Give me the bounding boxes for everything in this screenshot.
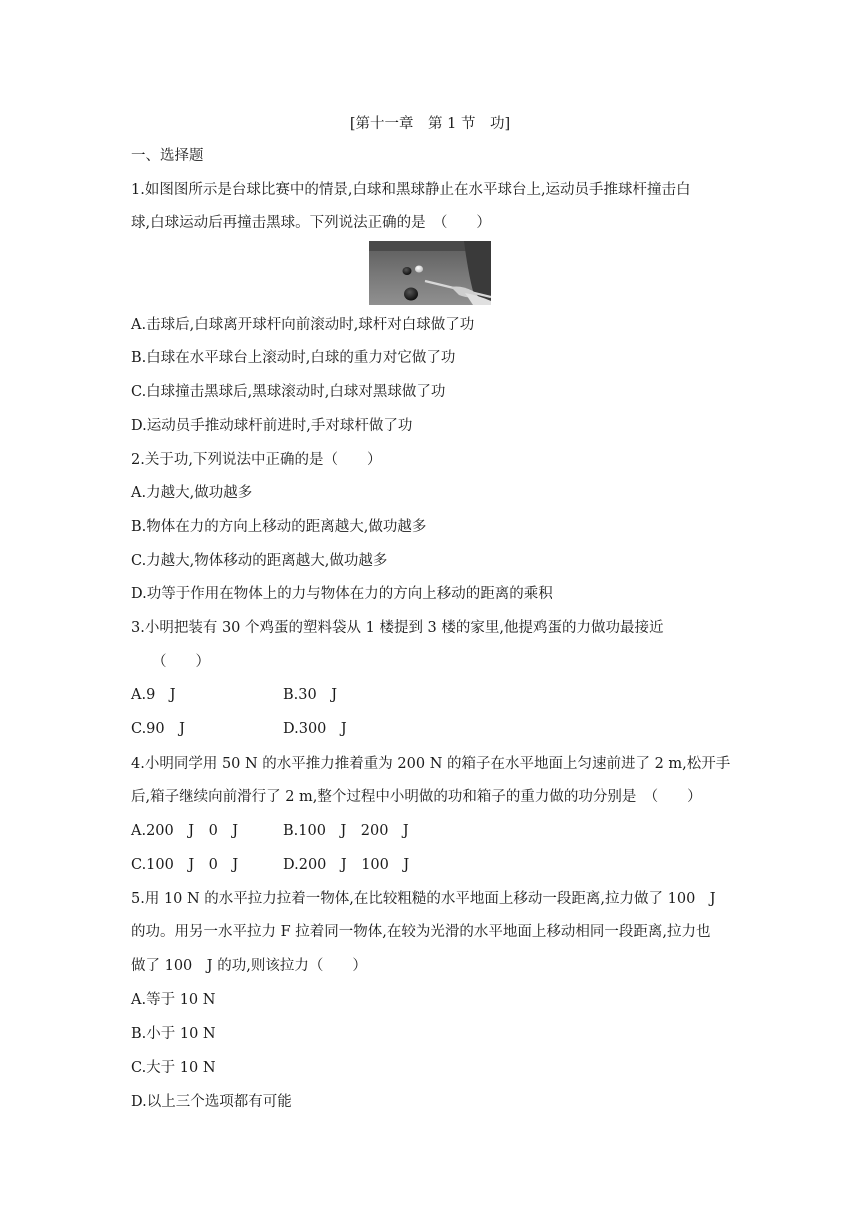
question-4-line-2: 后,箱子继续向前滑行了 2 m,整个过程中小明做的功和箱子的重力做的功分别是 （ ） (131, 789, 702, 805)
question-3-option-c: C.90 J (131, 721, 185, 737)
question-1-option-d: D.运动员手推动球杆前进时,手对球杆做了功 (131, 418, 413, 434)
question-3-option-d: D.300 J (283, 721, 347, 737)
question-3-option-b: B.30 J (283, 687, 338, 703)
question-4-option-a: A.200 J 0 J (131, 823, 239, 839)
question-3-line-1: 3.小明把装有 30 个鸡蛋的塑料袋从 1 楼提到 3 楼的家里,他提鸡蛋的力做功最接近 (131, 620, 664, 636)
question-3-line-2: （ ） (152, 654, 210, 670)
page-title: [第十一章 第 1 节 功] (349, 116, 511, 132)
question-1-line-1: 1.如图图所示是台球比赛中的情景,白球和黑球静止在水平球台上,运动员手推球杆撞击白 (131, 182, 691, 198)
question-4-option-d: D.200 J 100 J (283, 857, 410, 873)
question-5-option-d: D.以上三个选项都有可能 (131, 1094, 292, 1110)
question-5-option-c: C.大于 10 N (131, 1060, 216, 1076)
section-heading: 一、选择题 (131, 148, 204, 164)
question-1-option-c: C.白球撞击黑球后,黑球滚动时,白球对黑球做了功 (131, 384, 446, 400)
question-4-line-1: 4.小明同学用 50 N 的水平推力推着重为 200 N 的箱子在水平地面上匀速前进了 2 m,松开手 (131, 756, 731, 772)
question-2-option-a: A.力越大,做功越多 (131, 485, 253, 501)
question-5-line-2: 的功。用另一水平拉力 F 拉着同一物体,在较为光滑的水平地面上移动相同一段距离,拉力也 (131, 924, 711, 940)
question-5-line-3: 做了 100 J 的功,则该拉力（ ） (131, 958, 367, 974)
question-2-option-d: D.功等于作用在物体上的力与物体在力的方向上移动的距离的乘积 (131, 586, 553, 602)
question-2-option-c: C.力越大,物体移动的距离越大,做功越多 (131, 553, 388, 569)
question-1-option-b: B.白球在水平球台上滚动时,白球的重力对它做了功 (131, 350, 456, 366)
question-1-line-2: 球,白球运动后再撞击黑球。下列说法正确的是 （ ） (131, 215, 491, 231)
question-4-option-b: B.100 J 200 J (283, 823, 409, 839)
billiards-photo (369, 241, 491, 305)
billiards-photo-graphic (369, 241, 491, 305)
question-5-option-a: A.等于 10 N (131, 992, 216, 1008)
question-2-line-1: 2.关于功,下列说法中正确的是（ ） (131, 452, 382, 468)
question-3-option-a: A.9 J (131, 687, 176, 703)
question-4-option-c: C.100 J 0 J (131, 857, 239, 873)
question-2-option-b: B.物体在力的方向上移动的距离越大,做功越多 (131, 519, 427, 535)
question-1-option-a: A.击球后,白球离开球杆向前滚动时,球杆对白球做了功 (131, 317, 475, 333)
question-5-line-1: 5.用 10 N 的水平拉力拉着一物体,在比较粗糙的水平地面上移动一段距离,拉力做了 100 J (131, 891, 716, 907)
question-5-option-b: B.小于 10 N (131, 1026, 216, 1042)
